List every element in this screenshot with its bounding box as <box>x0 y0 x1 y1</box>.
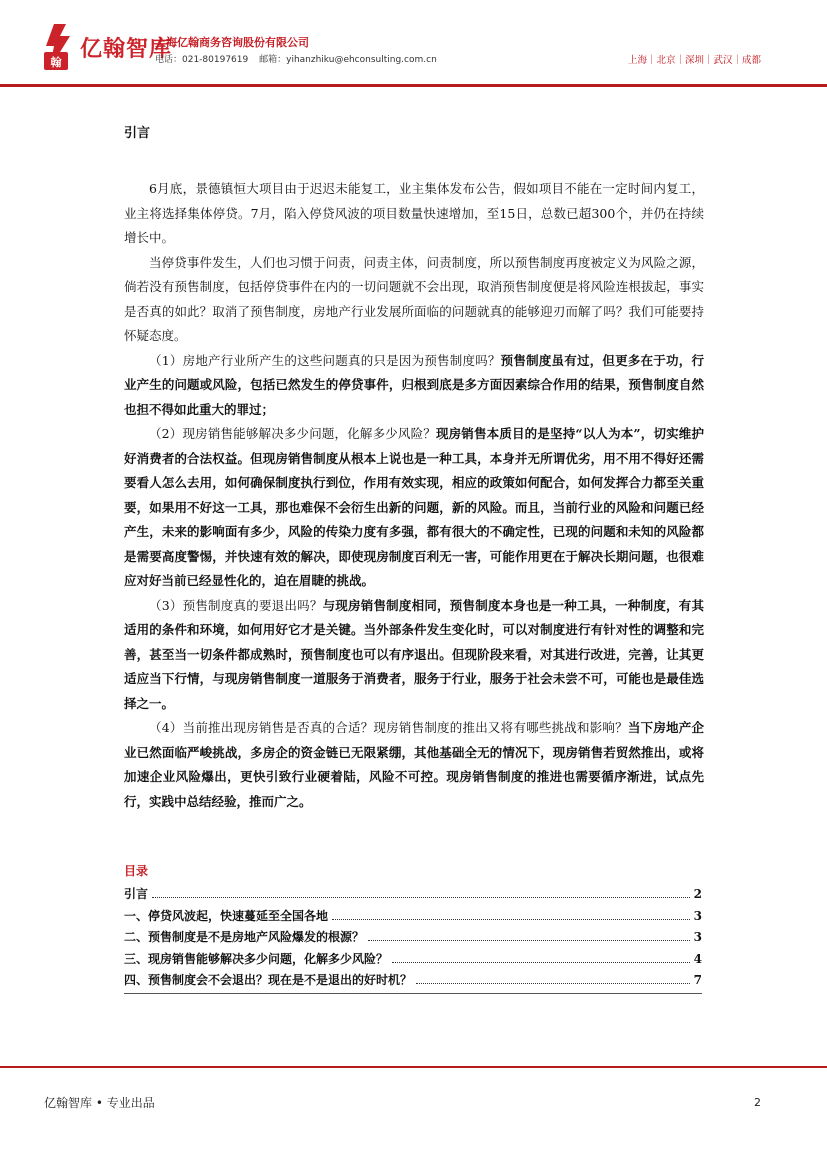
toc-leader-dots <box>368 926 690 941</box>
paragraph-1: 6月底，景德镇恒大项目由于迟迟未能复工，业主集体发布公告，假如项目不能在一定时间内复工，业主将选择集体停贷。7月，陷入停贷风波的项目数量快速增加，至15日，总数已超300个，并仍在持续增长中。 <box>124 181 704 245</box>
toc-leader-dots <box>392 948 690 963</box>
toc-leader-dots <box>152 883 690 898</box>
toc-entry[interactable] <box>124 905 702 927</box>
toc-entry-label: 二、预售制度是不是房地产风险爆发的根源？ <box>124 930 365 944</box>
toc-entry-label: 一、停贷风波起，快速蔓延至全国各地 <box>124 908 329 923</box>
paragraph-2: 当停贷事件发生，人们也习惯于问责，问责主体，问责制度，所以预售制度再度被定义为风险之源，倘若没有预售制度，包括停贷事件在内的一切问题就不会出现，取消预售制度便是将风险连根拔起，事实是否真的如此？取消了预售制度，房地产行业发展所面临的问题就真的能够迎刃而解了吗？我们可能要持怀疑态度。 <box>124 254 704 343</box>
page-number: 2 <box>754 1096 761 1109</box>
company-name: 上海亿翰商务咨询股份有限公司 <box>155 36 309 49</box>
toc-entry-label: 引言 <box>124 887 149 901</box>
table-of-contents <box>124 862 702 994</box>
toc-entry-label: 三、现房销售能够解决多少问题，化解多少风险？ <box>124 951 389 966</box>
question-4: （4）当前推出现房销售是否真的合适？现房销售制度的推出又将有哪些挑战和影响？ <box>149 720 628 735</box>
svg-text:翰: 翰 <box>50 56 62 69</box>
paragraph-6 <box>124 716 704 814</box>
answer-4: 当下房地产企业已然面临严峻挑战，多房企的资金链已无限紧绷，其他基础全无的情况下，现房销售若贸然推出，或将加速企业风险爆出，更快引致行业硬着陆，风险不可控。现房销售制度的推进也需要循序渐进，试点先行，实践中总结经验，推而广之。 <box>124 720 704 809</box>
toc-entry-page: 2 <box>693 887 702 901</box>
logo-text: 亿翰智库 <box>80 37 173 62</box>
toc-entry-label: 四、预售制度会不会退出？现在是不是退出的好时机？ <box>124 973 413 987</box>
toc-entry[interactable] <box>124 969 702 991</box>
paragraph-3 <box>124 349 704 423</box>
toc-entry-page: 7 <box>693 973 702 987</box>
question-2: （2）现房销售能够解决多少问题，化解多少风险？ <box>149 426 436 441</box>
body-text <box>124 177 704 814</box>
phone-number: 电话：021-80197619 <box>155 55 249 65</box>
toc-entry-page: 4 <box>693 951 702 966</box>
header-divider <box>0 84 827 87</box>
toc-entry-page: 3 <box>693 930 702 944</box>
paragraph-5 <box>124 594 704 717</box>
toc-entry-page: 3 <box>693 908 702 923</box>
footer-divider <box>0 1066 827 1068</box>
contact-info <box>155 52 445 65</box>
toc-entry[interactable] <box>124 926 702 948</box>
question-3: （3）预售制度真的要退出吗？ <box>149 597 323 613</box>
toc-leader-dots <box>416 969 690 984</box>
footer-brand: 亿翰智库 • 专业出品 <box>44 1096 155 1110</box>
toc-entry[interactable] <box>124 948 702 970</box>
paragraph-4 <box>124 422 704 594</box>
section-title: 引言 <box>124 126 151 141</box>
answer-2: 现房销售本质目的是坚持“以人为本”，切实维护好消费者的合法权益。但现房销售制度从根本上说也是一种工具，本身并无所谓优劣，用不用不得好还需要看人怎么去用，如何确保制度执行到位，作用有效实现，相应的政策如何配合，如何发挥合力都至关重要，如果用不好这一工具，那也难保不会衍生出新的问题，新的风险。而且，当前行业的风险和问题已经产生，未来的影响面有多少，风险的传染力度有多强，都有很大的不确定性，已现的问题和未知的风险都是需要高度警惕，并快速有效的解决，即使现房制度百利无一害，可能作用更在于解决长期问题，也很难应对好当前已经显性化的，迫在眉睫的挑战。 <box>124 426 704 588</box>
page-header <box>0 0 827 90</box>
email-address: 邮箱：yihanzhiku@ehconsulting.com.cn <box>259 55 437 65</box>
toc-divider <box>124 993 702 994</box>
answer-1: 预售制度虽有过，但更多在于功，行业产生的问题或风险，包括已然发生的停贷事件，归根到底是多方面因素综合作用的结果，预售制度自然也担不得如此重大的罪过； <box>124 352 704 417</box>
answer-3: 与现房销售制度相同，预售制度本身也是一种工具，一种制度，有其适用的条件和环境，如何用好它才是关键。当外部条件发生变化时，可以对制度进行有针对性的调整和完善，甚至当一切条件都成熟时，预售制度也可以有序退出。但现阶段来看，对其进行改进，完善，让其更适应当下行情，与现房销售制度一道服务于消费者，服务于行业，服务于社会未尝不可，可能也是最佳选择之一。 <box>124 597 704 711</box>
toc-title: 目录 <box>124 864 149 878</box>
toc-leader-dots <box>332 905 690 920</box>
office-cities: 上海｜北京｜深圳｜武汉｜成都 <box>627 55 761 66</box>
question-1: （1）房地产行业所产生的这些问题真的只是因为预售制度吗？ <box>149 352 501 368</box>
logo-mark-icon <box>40 22 74 74</box>
toc-entry[interactable] <box>124 883 702 905</box>
